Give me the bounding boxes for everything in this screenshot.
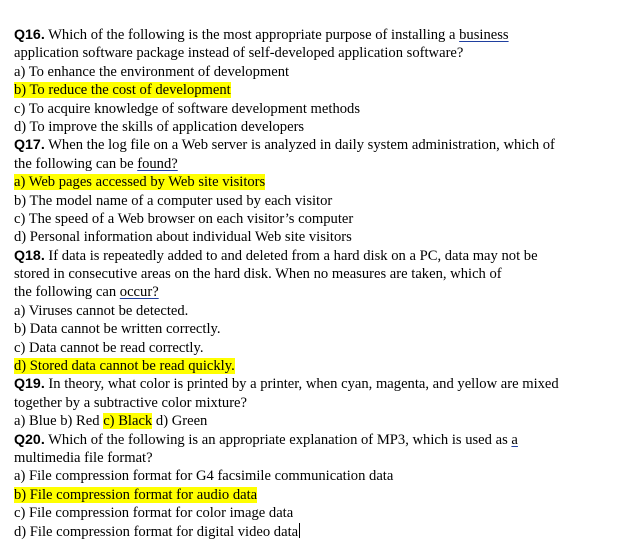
q18-option-c: c) Data cannot be read correctly. — [14, 339, 204, 356]
q19-stem-line-2: together by a subtractive color mixture? — [14, 394, 248, 411]
q16-underlined-word: business — [459, 27, 509, 43]
q16-option-b — [14, 81, 618, 99]
q20-option-c: c) File compression format for color image data — [14, 505, 294, 522]
q17-number: Q17. — [14, 137, 45, 154]
q16-stem-line-2: application software package instead of self-developed application software? — [14, 45, 464, 62]
q18-option-a: a) Viruses cannot be detected. — [14, 302, 189, 319]
q18-option-b: b) Data cannot be written correctly. — [14, 321, 221, 338]
q19-option-b: b) Red — [60, 413, 100, 430]
q16-stem-text: Which of the following is the most appropriate purpose of installing a — [44, 27, 460, 43]
q17-option-a — [14, 173, 618, 191]
q17-stem-text: When the log file on a Web server is analyzed in daily system administration, which of — [44, 137, 555, 154]
q18-stem-line-1 — [14, 247, 618, 265]
q19-stem-text: In theory, what color is printed by a printer, when cyan, magenta, and yellow are mixed — [44, 376, 559, 393]
q18-stem-text: If data is repeatedly added to and deleted from a hard disk on a PC, data may not be — [44, 247, 538, 264]
text-cursor[interactable] — [299, 523, 300, 538]
q20-stem-line-1 — [14, 431, 618, 449]
quiz-document — [14, 26, 618, 541]
q16-option-d: d) To improve the skills of application developers — [14, 118, 305, 135]
q17-option-c: c) The speed of a Web browser on each visitor’s computer — [14, 210, 354, 227]
q16-answer-highlight: b) To reduce the cost of development — [14, 82, 231, 99]
q16-option-a: a) To enhance the environment of development — [14, 63, 290, 80]
q20-stem-line-2: multimedia file format? — [14, 449, 153, 466]
q18-stem-line-3: the following can occur? — [14, 284, 159, 301]
q18-stem-line-2: stored in consecutive areas on the hard disk. When no measures are taken, which of — [14, 266, 502, 283]
q20-stem-text: Which of the following is an appropriate explanation of MP3, which is used as — [44, 431, 512, 448]
q17-underlined-word: found? — [137, 155, 178, 172]
q17-option-d: d) Personal information about individual Web site visitors — [14, 229, 352, 246]
q17-option-b: b) The model name of a computer used by each visitor — [14, 192, 333, 209]
q16-option-c: c) To acquire knowledge of software development methods — [14, 100, 361, 117]
q19-answer-highlight: c) Black — [103, 413, 153, 430]
q19-option-d: d) Green — [155, 413, 208, 430]
q17-stem-line-2: the following can be found? — [14, 155, 178, 172]
q19-number: Q19. — [14, 376, 45, 393]
q18-number: Q18. — [14, 247, 45, 264]
q20-answer-highlight: b) File compression format for audio data — [14, 486, 258, 503]
q16-number: Q16. — [14, 27, 45, 43]
q20-number: Q20. — [14, 431, 45, 448]
q18-option-d — [14, 357, 618, 375]
q18-answer-highlight: d) Stored data cannot be read quickly. — [14, 358, 235, 375]
q16-stem-line-1 — [14, 26, 618, 44]
q20-option-d: d) File compression format for digital video data — [14, 523, 299, 540]
q20-option-b — [14, 486, 618, 504]
q19-option-a: a) Blue — [14, 413, 57, 430]
q20-underlined-word: a — [511, 431, 518, 448]
q20-option-a: a) File compression format for G4 facsimile communication data — [14, 468, 394, 485]
q18-underlined-word: occur? — [119, 284, 159, 301]
q17-stem-line-1 — [14, 136, 618, 154]
q17-answer-highlight: a) Web pages accessed by Web site visitors — [14, 174, 266, 191]
q19-stem-line-1 — [14, 375, 618, 393]
q19-options-line — [14, 412, 618, 430]
